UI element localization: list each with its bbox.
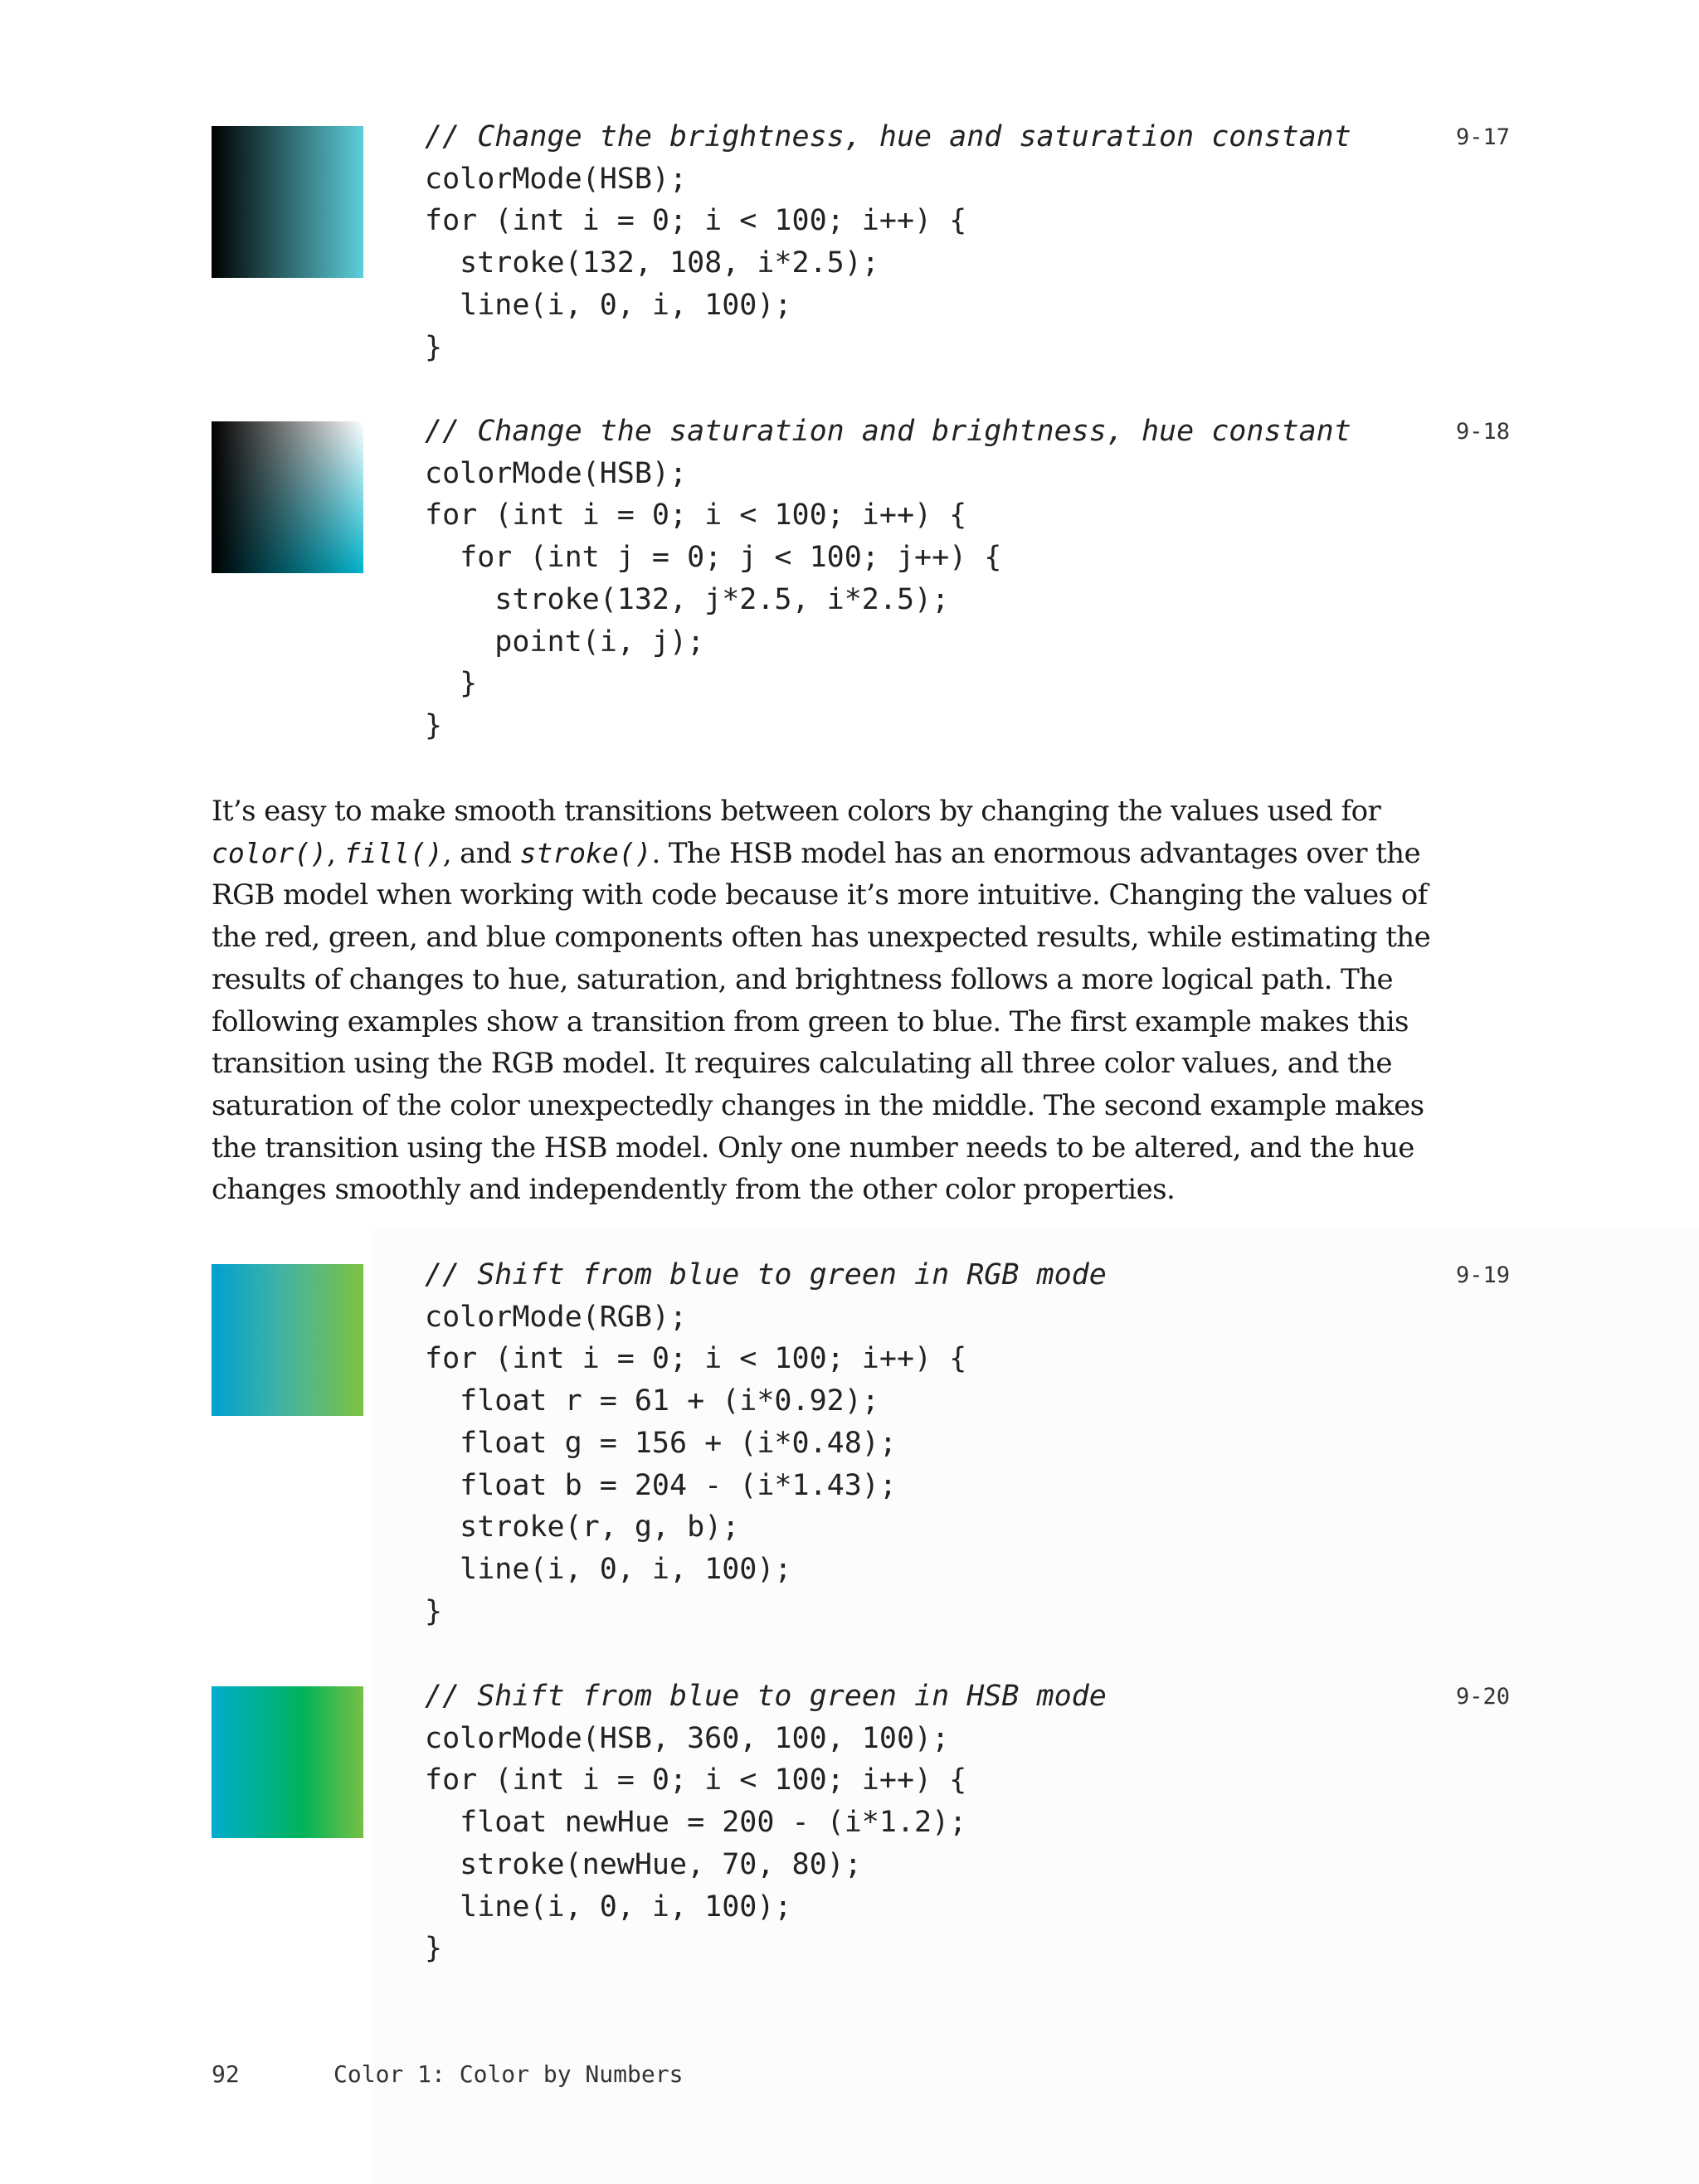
- code-body: colorMode(HSB, 360, 100, 100); for (int i = 0; i < 100; i++) { float newHue = 200 - (i*1.2); stroke(newHue, 70, 80); line(i, 0, i, 100); }: [425, 1721, 967, 1966]
- chapter-title: Color 1: Color by Numbers: [333, 2060, 684, 2088]
- saturation-brightness-gradient-swatch: [212, 421, 363, 573]
- code-comment: // Change the saturation and brightness, hue constant: [425, 415, 1351, 448]
- example-number: 9-19: [1456, 1262, 1511, 1288]
- code-example-9-18: [425, 411, 1351, 747]
- function-fill: fill(): [343, 836, 443, 869]
- example-number: 9-17: [1456, 124, 1511, 150]
- code-example-9-19: [425, 1254, 1107, 1632]
- paragraph-rest: . The HSB model has an enormous advantages over the RGB model when working with code because it’s more intuitive. Changing the values of the red, green, and blue components often has unexpected results, while estimating the results of changes to hue, saturation, and brightness follows a more logical path. The following examples show a transition from green to blue. The first example makes this transition using the RGB model. It requires calculating all three color values, and the saturation of the color unexpectedly changes in the middle. The second example makes the transition using the HSB model. Only one number needs to be altered, and the hue changes smoothly and independently from the other color properties.: [212, 836, 1431, 1207]
- code-comment: // Change the brightness, hue and saturation constant: [425, 120, 1351, 153]
- brightness-gradient-swatch: [212, 126, 363, 278]
- code-example-9-20: [425, 1676, 1107, 1970]
- code-example-9-17: [425, 116, 1351, 368]
- function-color: color(): [212, 836, 328, 869]
- rgb-blue-green-gradient-swatch: [212, 1264, 363, 1416]
- paragraph-intro: It’s easy to make smooth transitions between colors by changing the values used for: [212, 795, 1381, 828]
- body-paragraph: [212, 790, 1431, 1211]
- page-number: 92: [212, 2060, 240, 2088]
- paragraph-separator: ,: [327, 836, 344, 870]
- code-comment: // Shift from blue to green in HSB mode: [425, 1680, 1107, 1713]
- hsb-blue-green-gradient-swatch: [212, 1686, 363, 1838]
- example-number: 9-18: [1456, 419, 1511, 445]
- function-stroke: stroke(): [519, 836, 652, 869]
- example-number: 9-20: [1456, 1684, 1511, 1710]
- code-body: colorMode(HSB); for (int i = 0; i < 100; i++) { stroke(132, 108, i*2.5); line(i, 0, i, 100); }: [425, 162, 967, 364]
- code-comment: // Shift from blue to green in RGB mode: [425, 1258, 1107, 1291]
- code-body: colorMode(RGB); for (int i = 0; i < 100; i++) { float r = 61 + (i*0.92); float g = 156 + (i*0.48); float b = 204 - (i*1.43); stroke(r, g, b); line(i, 0, i, 100); }: [425, 1300, 967, 1628]
- paragraph-separator: , and: [442, 836, 520, 870]
- code-body: colorMode(HSB); for (int i = 0; i < 100; i++) { for (int j = 0; j < 100; j++) { stroke(132, j*2.5, i*2.5); point(i, j); } }: [425, 456, 1002, 742]
